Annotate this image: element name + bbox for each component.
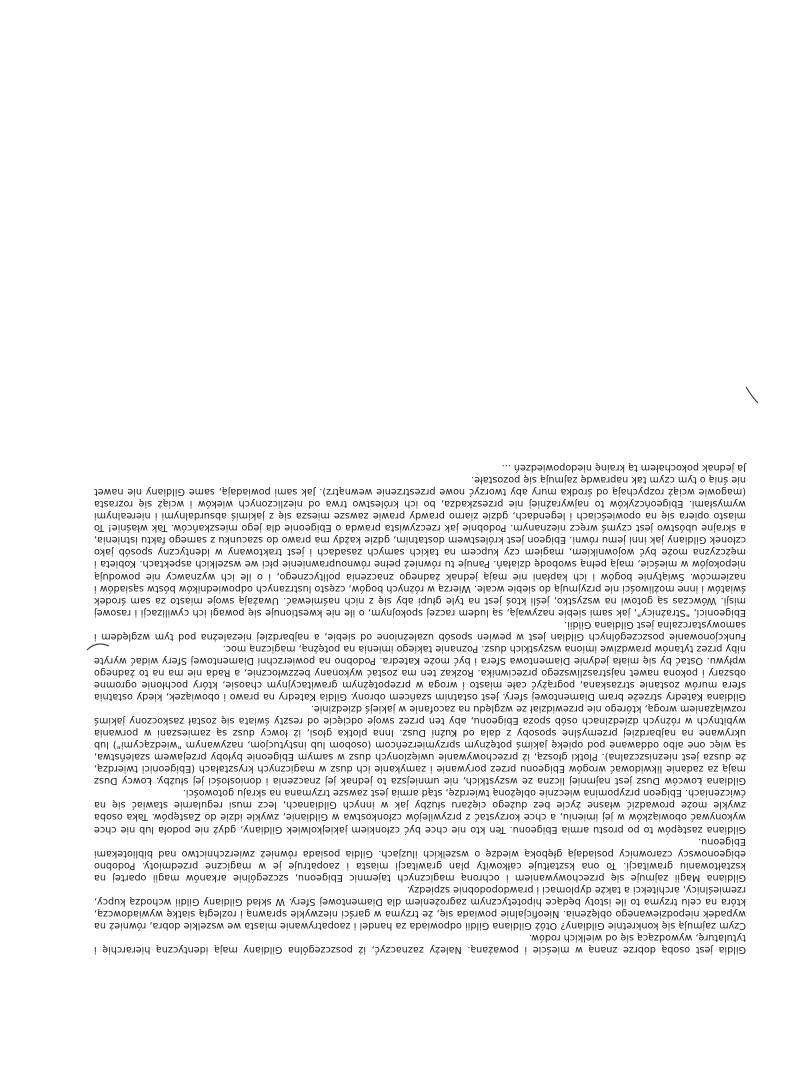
paragraph-gildiana-katedry: Gildiana Katedry strzeże bram Diamentowej sfery. Jest ostatnim szańcem obrony. Gildia Katedry na prawo i obowiązek, kiedy ostatnia sfera murów zostanie strzaskana, pogrążyć całe miasto i wroga w przepotężnym grawitacyjnym chaosie, który pochłonie ogromne obszary i pokona nawet najstraszliwszego przeciwnika. Rozkaz ten ma zostać wykonany bezzwłocznie, a Rada nie ma na to żadnego wpływu. Ostać by się miała jedynie Diamentowa Sfera i być może Katedra. Podobno na powierzchni Diamentowej Sfery widać wyryte niby przez tytanów prawdziwe imiona wszystkich dusz. Poznanie takiego imienia na potężną, magiczną moc. bbox=[94, 642, 746, 703]
paragraph-gildiana-zastepow: Gildiana zastępów to po prostu armia Ebigeonu. Ten kto nie chce być członkiem jakiejkolwiek Gildiany, gdyż nie podoła lub nie chce wykonywać obowiązków w jej imieniu, a chce korzystać z przywilejów członkostwa w Gildianie, zwykle idzie do Zastępów. Taka osoba zwykle może prowadzić własne życie bez dużego ciężaru służby jak w innych Gildianach, lecz musi regularnie stawiać się na ćwiczeniach. Ebigeon przypomina wiecznie oblężoną twierdzę, stąd armia jest zawsze trzymana na skraju gotowości. bbox=[94, 787, 746, 835]
rotated-text-body bbox=[94, 461, 746, 955]
scan-mark-right bbox=[744, 385, 760, 405]
paragraph-closing: Ja jednak pokochałem tą krainę niedopowiedzeń ... bbox=[501, 462, 746, 474]
paragraph-gildia-intro: Gildia jest osobą dobrze znaną w mieście i poważaną. Należy zaznaczyć, iż poszczególna Gildiany mają identyczną hierarchię i tytulaturę, wywodzącą się od wielkich rodów. bbox=[94, 931, 746, 955]
paragraph-gildiana-gildii: Czym zajmują się konkretnie Gildiany? Otóż Gildiana Gildii odpowiada za handel i zaopatrywanie miasta we wszelkie dobra, również na wypadek niepodziewanego oblężenia. Nieoficjalnie powiada się, że trzyma w garści niezwykle sprawną i rozległą siatkę wywiadowczą, która na celu trzyma to ile istoty będące hipotetycznym zagrożeniem dla Diamentowej Sfery. W skład Gildiany Gildii wchodzą kupcy, rzemieślnicy, architekci a także dyplomaci i prawdopodobnie szpiedzy. bbox=[94, 883, 746, 931]
paragraph-funkcjonowanie: Funkcjonowanie poszczególnych Gildian jest w pewien sposób uzależnione od siebie, a najbardziej niezależna pod tym względem i samowystarczalna jest Gildiana Gildii. bbox=[94, 618, 746, 642]
paragraph-ebigeonici: Ebigeonicí, "Strażnicy", jak sami siebie nazywają, są ludem raczej spokojnym, o ile nie kwestionuje się powagi ich cywilizacji i rasowej misji. Wówczas są gotowi na wszystko, jeśli ktoś jest na tyle głupi aby się z nich naśmiewać. Uważają swoje miasto za sam środek światów i inne możliwości nie przyjmują do siebie wcale. Wierzą w różnych bogów, często lustrzanych odpowiedników bóstw sąsiadów i naziemców. Świątynie bogów i ich kapłani nie mają jednak żadnego znaczenia politycznego, i o ile ich wyznawcy nie powodują niepokojów w mieście, mają pełną swobodę działań. Panuje tu również pełne równouprawnienie płci we wszelkich aspektach. Kobieta i mężczyzna może być wojownikiem, magiem czy kupcem na takich samych zasadach i jest traktowany w identyczny sposób jako członek Gildiany jak inni jemu równi. Ebigeon jest królestwem dostatnim, gdzie każdy ma prawo do szacunku z samego faktu istnienia, a skrajne ubóstwo jest czymś wręcz nieznanym. Podobnie jak rzeczywista prawda o Ebigeonie dla jego mieszkańców. Tak właśnie! To miasto opiera się na opowieściach i legendach, gdzie ziarno prawdy prawie zawsze miesza się z jakimiś absurdalnymi i nierealnymi wymysłami. Ebigeończyków to najwyraźniej nie przeszkadza, bo ich królestwo trwa od niezliczonych wieków i wciąż się rozrasta (magowie wciąż rozpychają od środka mury aby tworzyć nowe przestrzenie wewnątrz). Jak sami powiadają, same Gildiany nie nawet nie śnią o tym czym tak naprawdę zajmują się pozostałe. bbox=[94, 474, 746, 618]
paragraph-lowcy-dusz: Gildiana Łowców Dusz jest najmniej liczna ze wszystkich, nie umniejsza to jednak jej znaczenia i doniosłości jej służby. Łowcy Dusz mają za zadanie likwidować wrogów Ebigeonu przez porywanie i zamykanie ich dusz w magicznych kryształach (Ebigeonici twierdzą, że dusza jest niezniszczalna). Plotki głoszą, iż przechowywanie uwięzionych dusz w samym Ebigeonie byłoby przejawem szaleństwa, są więc one albo oddawane pod opiekę jakimś potężnym sprzymierzeńcom (osobom lub instytucjom, nazywanym "wiedzącymi") lub ukrywane na najbardziej przemyślne sposoby z dala od Kuźni Dusz. Inna plotka głosi, iż łowcy dusz są zamieszani w porwania wybitnych w różnych dziedzinach osób spoza Ebigeonu, aby ten przez swoje odcięcie od reszty świata się został zaskoczony jakimś rozwiązaniem wrogą, którego nie przewidział ze względu na zacofanie w jakiejś dziedzinie. bbox=[94, 703, 746, 787]
paragraph-gildiana-magii: Gildiana Magii zajmuje się przechowywaniem i ochroną magicznych tajemnic Ebigeonu, szczególnie arkanów magii opartej na kształtowaniu grawitacji. To ona kształtuje całkowity plan grawitacji miasta i zaopatruje je w magiczne przedmioty. Podobno ebigeonowscy czarownicy posiadają głęboką wiedzę o wszelkich iluzjach. Gildia posiada również zwierzchnictwo nad bibliotekami Ebigeonu. bbox=[94, 835, 746, 883]
